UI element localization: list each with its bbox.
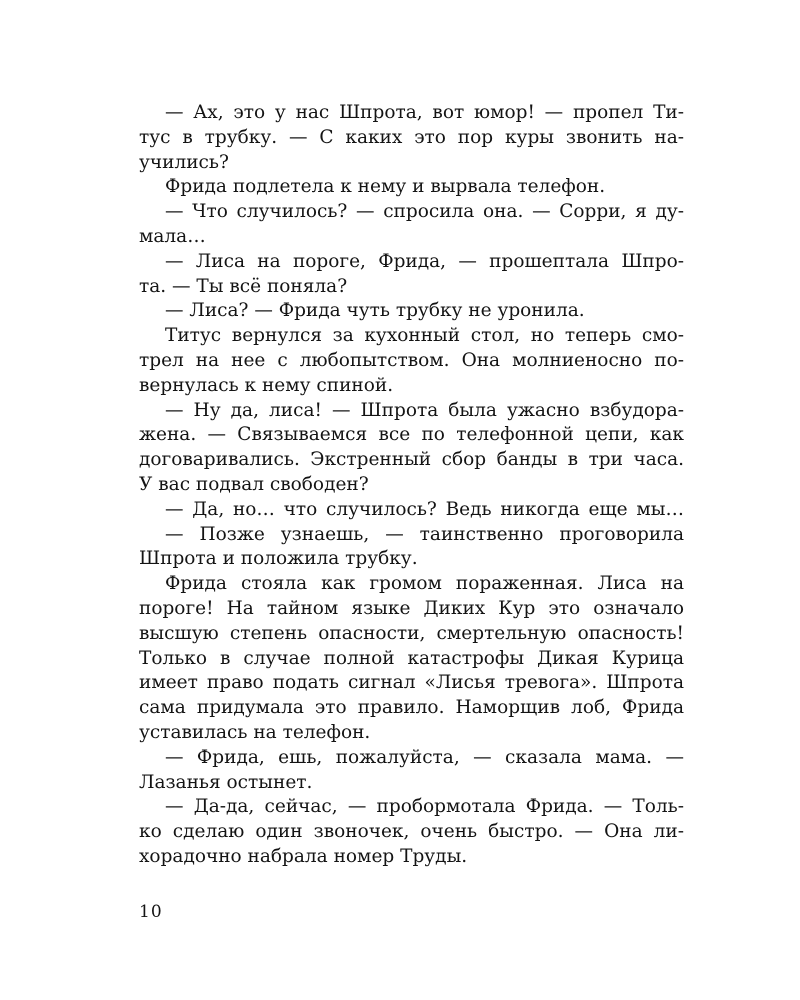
- text-line: жена. — Связываемся все по телефонной цепи, как: [139, 424, 684, 446]
- text-line: ко сделаю один звоночек, очень быстро. — Она ли-: [139, 821, 684, 843]
- text-line: — Ах, это у нас Шпрота, вот юмор! — пропел Ти-: [165, 102, 684, 123]
- text-line: Лазанья остынет.: [139, 771, 313, 793]
- text-line: имеет право подать сигнал «Лисья тревога». Шпрота: [139, 672, 684, 694]
- text-line: Шпрота и положила трубку.: [139, 548, 418, 570]
- text-line: — Да-да, сейчас, — пробормотала Фрида. — Толь-: [165, 796, 684, 818]
- text-line: трел на нее с любопытством. Она молниеносно по-: [139, 349, 684, 371]
- page-number: 10: [139, 902, 163, 922]
- text-line: мала…: [139, 225, 206, 247]
- text-line: — Что случилось? — спросила она. — Сорри, я ду-: [165, 201, 684, 223]
- text-line: — Лиса на пороге, Фрида, — прошептала Шпро-: [165, 250, 684, 272]
- text-line: та. — Ты всё поняла?: [139, 275, 348, 297]
- text-line: хорадочно набрала номер Труды.: [139, 845, 468, 867]
- text-line: тус в трубку. — С каких это пор куры звонить на-: [139, 126, 684, 148]
- text-line: уставилась на телефон.: [139, 721, 371, 743]
- text-line: договаривались. Экстренный сбор банды в три часа.: [139, 449, 684, 471]
- body-text: [139, 101, 684, 870]
- text-line: вернулась к нему спиной.: [139, 374, 394, 396]
- text-line: сама придумала это правило. Наморщив лоб, Фрида: [139, 697, 684, 719]
- text-line: Титус вернулся за кухонный стол, но теперь смо-: [165, 325, 684, 347]
- text-line: высшую степень опасности, смертельную опасность!: [139, 622, 684, 644]
- text-line: Фрида стояла как громом пораженная. Лиса на: [165, 573, 684, 595]
- text-line: — Да, но… что случилось? Ведь никогда еще мы…: [165, 498, 684, 520]
- text-line: Фрида подлетела к нему и вырвала телефон.: [165, 176, 606, 198]
- text-line: У вас подвал свободен?: [139, 473, 369, 495]
- text-line: — Фрида, ешь, пожалуйста, — сказала мама. —: [165, 746, 684, 768]
- text-line: — Позже узнаешь, — таинственно проговорила: [165, 523, 684, 545]
- text-line: учились?: [139, 151, 229, 173]
- text-line: пороге! На тайном языке Диких Кур это означало: [139, 597, 684, 619]
- text-line: Только в случае полной катастрофы Дикая Курица: [139, 647, 684, 669]
- text-line: — Ну да, лиса! — Шпрота была ужасно взбудора-: [165, 399, 684, 421]
- text-line: — Лиса? — Фрида чуть трубку не уронила.: [165, 300, 585, 322]
